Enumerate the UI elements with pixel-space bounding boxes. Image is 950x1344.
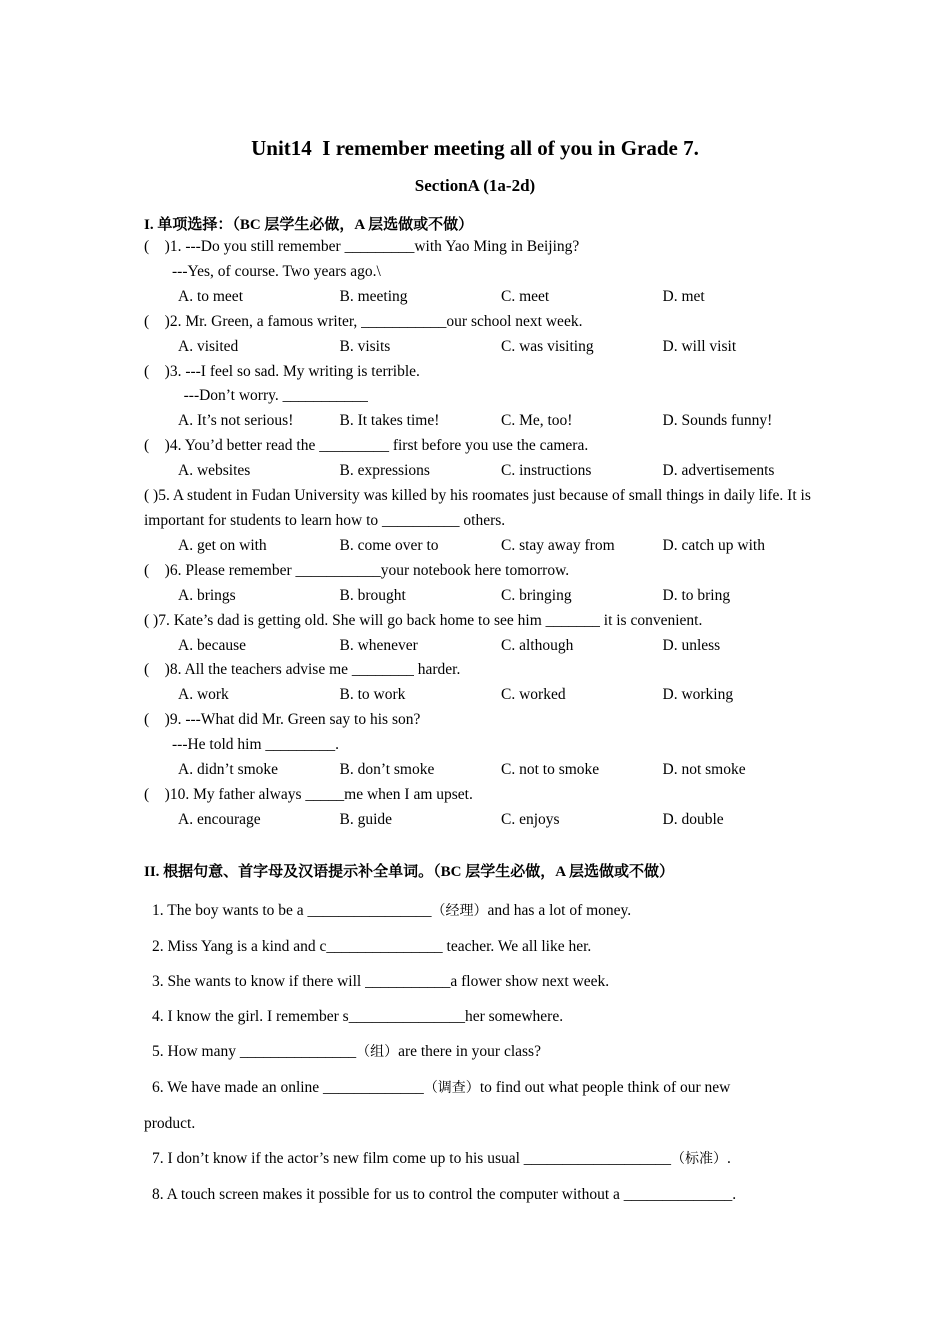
question-7 xyxy=(144,609,824,659)
fill-text-end: and has a lot of money. xyxy=(487,902,632,919)
option-a: A. get on with xyxy=(178,536,267,554)
option-c: C. worked xyxy=(501,686,566,704)
option-a: A. didn’t smoke xyxy=(178,761,279,779)
fill-text: 2. Miss Yang is a kind and c_______________ teacher. We all like her. xyxy=(152,938,592,955)
option-b: B. whenever xyxy=(339,636,418,654)
fill-text-end: to find out what people think of our new xyxy=(479,1079,731,1096)
question-4 xyxy=(144,434,824,484)
fill-text-end: . xyxy=(727,1150,731,1167)
question-text: ( )7. Kate’s dad is getting old. She will go back home to see him _______ it is convenient. xyxy=(144,611,703,629)
option-a: A. work xyxy=(178,686,229,704)
fill-text-end: are there in your class? xyxy=(398,1043,541,1060)
question-text: ( )10. My father always _____me when I am upset. xyxy=(144,785,473,803)
question-reply: ---Don’t worry. ___________ xyxy=(172,387,368,405)
fill-text: product. xyxy=(144,1115,196,1132)
option-a: A. websites xyxy=(178,462,251,480)
option-a: A. to meet xyxy=(178,287,243,305)
chinese-hint: （标准） xyxy=(671,1151,728,1167)
option-d: D. advertisements xyxy=(662,462,775,480)
chinese-hint: （调查） xyxy=(423,1080,480,1096)
options-row xyxy=(144,459,824,484)
option-a: A. brings xyxy=(178,586,236,604)
question-1 xyxy=(144,235,824,310)
option-d: D. unless xyxy=(662,636,721,654)
option-c: C. enjoys xyxy=(501,810,560,828)
option-d: D. not smoke xyxy=(662,761,746,779)
option-c: C. stay away from xyxy=(501,536,615,554)
option-b: B. expressions xyxy=(339,462,430,480)
fill-text: 5. How many _______________ xyxy=(152,1043,357,1060)
fill-text: 4. I know the girl. I remember s_______________her somewhere. xyxy=(152,1008,564,1025)
options-row xyxy=(144,285,824,310)
options-row xyxy=(144,335,824,360)
multiple-choice-section xyxy=(144,235,824,833)
question-6 xyxy=(144,559,824,609)
option-b: B. visits xyxy=(339,337,391,355)
section2-heading: II. 根据句意、首字母及汉语提示补全单词。（BC 层学生必做，A 层选做或不做） xyxy=(144,864,675,880)
option-d: D. double xyxy=(662,810,724,828)
options-row xyxy=(144,409,824,434)
question-10 xyxy=(144,783,824,833)
options-row xyxy=(144,808,824,833)
question-text: ( )2. Mr. Green, a famous writer, ___________our school next week. xyxy=(144,312,583,330)
fill-text: 3. She wants to know if there will ___________a flower show next week. xyxy=(152,973,610,990)
options-row xyxy=(144,758,824,783)
option-c: C. although xyxy=(501,636,574,654)
page-title: Unit14 I remember meeting all of you in Grade 7. xyxy=(251,136,699,160)
option-d: D. Sounds funny! xyxy=(662,412,773,430)
option-b: B. brought xyxy=(339,586,406,604)
option-d: D. to bring xyxy=(662,586,731,604)
option-b: B. come over to xyxy=(339,536,439,554)
fill-in-section xyxy=(144,893,824,1212)
option-c: C. meet xyxy=(501,287,550,305)
fill-text: 8. A touch screen makes it possible for us to control the computer without a ______________. xyxy=(152,1186,737,1203)
option-d: D. catch up with xyxy=(662,536,765,554)
chinese-hint: （经理） xyxy=(431,903,488,919)
option-a: A. It’s not serious! xyxy=(178,412,294,430)
question-text: ( )5. A student in Fudan University was killed by his roomates just because of small things in daily life. It is important for students to learn how to __________ others. xyxy=(144,487,811,529)
question-2 xyxy=(144,310,824,360)
page-subtitle: SectionA (1a-2d) xyxy=(414,176,536,195)
option-c: C. was visiting xyxy=(501,337,594,355)
question-reply: ---Yes, of course. Two years ago.\ xyxy=(172,262,381,280)
fill-item xyxy=(144,1070,824,1106)
options-row xyxy=(144,584,824,609)
options-row xyxy=(144,683,824,708)
option-c: C. Me, too! xyxy=(501,412,573,430)
option-d: D. working xyxy=(662,686,734,704)
chinese-hint: （组） xyxy=(356,1044,399,1060)
fill-item xyxy=(144,1034,824,1070)
fill-item xyxy=(144,964,824,999)
option-a: A. visited xyxy=(178,337,239,355)
fill-item xyxy=(144,1106,824,1141)
option-d: D. will visit xyxy=(662,337,737,355)
option-c: C. bringing xyxy=(501,586,572,604)
fill-text: 1. The boy wants to be a ________________ xyxy=(152,902,432,919)
options-row xyxy=(144,534,824,559)
option-a: A. because xyxy=(178,636,246,654)
question-text: ( )3. ---I feel so sad. My writing is terrible. xyxy=(144,362,420,380)
fill-item xyxy=(144,1177,824,1212)
fill-item xyxy=(144,893,824,929)
section1-heading: I. 单项选择：（BC 层学生必做，A 层选做或不做） xyxy=(144,217,474,233)
question-5 xyxy=(144,484,824,559)
option-a: A. encourage xyxy=(178,810,261,828)
fill-text: 6. We have made an online _____________ xyxy=(152,1079,424,1096)
question-text: ( )4. You’d better read the _________ first before you use the camera. xyxy=(144,437,589,455)
fill-item xyxy=(144,999,824,1034)
fill-item xyxy=(144,929,824,964)
option-b: B. It takes time! xyxy=(339,412,440,430)
fill-item xyxy=(144,1141,824,1177)
question-reply: ---He told him _________. xyxy=(172,736,340,754)
question-9 xyxy=(144,708,824,783)
question-8 xyxy=(144,658,824,708)
option-c: C. instructions xyxy=(501,462,592,480)
question-text: ( )6. Please remember ___________your notebook here tomorrow. xyxy=(144,561,570,579)
question-3 xyxy=(144,360,824,435)
options-row xyxy=(144,634,824,659)
option-c: C. not to smoke xyxy=(501,761,600,779)
question-text: ( )1. ---Do you still remember _________with Yao Ming in Beijing? xyxy=(144,238,580,255)
option-b: B. don’t smoke xyxy=(339,761,435,779)
question-text: ( )9. ---What did Mr. Green say to his son? xyxy=(144,711,421,729)
question-text: ( )8. All the teachers advise me ________ harder. xyxy=(144,661,461,679)
option-b: B. meeting xyxy=(339,287,408,305)
option-b: B. to work xyxy=(339,686,406,704)
option-d: D. met xyxy=(662,287,705,305)
fill-text: 7. I don’t know if the actor’s new film come up to his usual ___________________ xyxy=(152,1150,672,1167)
option-b: B. guide xyxy=(339,810,393,828)
